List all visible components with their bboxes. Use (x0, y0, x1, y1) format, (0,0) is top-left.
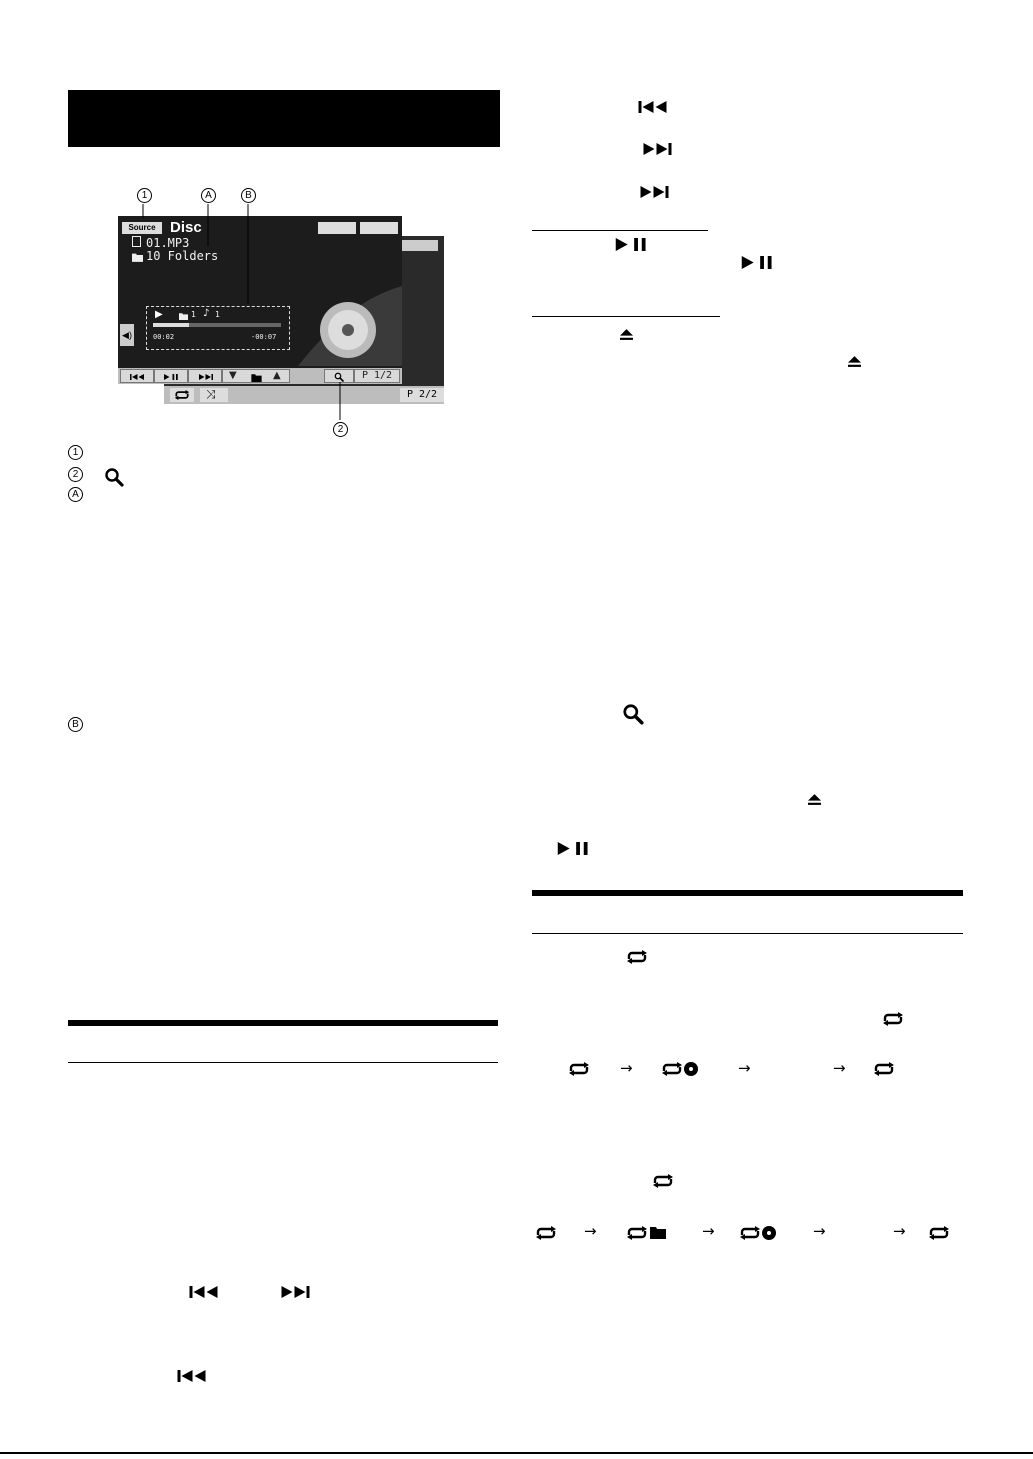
repeat-section-subrule (532, 933, 963, 934)
play-status-icon: ▶ (155, 309, 163, 320)
sub-rule-eject (532, 316, 720, 317)
play-pause-icon (740, 256, 776, 269)
disc-icon (684, 1062, 698, 1076)
sequence-arrow: → (833, 1059, 846, 1077)
repeat-icon (660, 1062, 684, 1076)
page-indicator-front[interactable]: P 1/2 (354, 369, 400, 383)
legend-b: B (68, 717, 83, 732)
source-button[interactable]: Source (122, 222, 162, 234)
elapsed-time: 00:02 (153, 333, 175, 341)
repeat-icon (872, 1062, 896, 1076)
sequence-arrow: → (620, 1059, 633, 1077)
section-rule (68, 1020, 498, 1026)
volume-button[interactable]: ◀) (120, 324, 134, 346)
callout-b: B (241, 188, 256, 203)
page-indicator-back: P 2/2 (400, 388, 444, 402)
folder-up-icon: ▲ (273, 370, 281, 381)
page-bottom-rule (0, 1452, 1033, 1454)
note-icon: ♪ (203, 308, 210, 319)
sequence-arrow: → (893, 1222, 906, 1240)
folder-icon (650, 1225, 666, 1239)
callout-2: 2 (333, 422, 348, 437)
disc-icon (762, 1226, 776, 1240)
repeat-icon (625, 950, 649, 964)
section-title-bar (68, 90, 500, 147)
repeat-section-rule (532, 890, 963, 896)
search-icon (622, 703, 644, 725)
sequence-arrow: → (738, 1059, 751, 1077)
repeat-icon (625, 1226, 649, 1240)
skip-forward-icon (279, 1286, 310, 1298)
repeat-icon (881, 1012, 905, 1026)
skip-back-icon (177, 1370, 208, 1382)
folder-number: 1 (191, 310, 196, 319)
callout-lines (118, 186, 378, 436)
skip-back-icon (638, 101, 669, 113)
section-subrule (68, 1062, 498, 1063)
play-pause-icon (614, 238, 650, 251)
repeat-icon (927, 1226, 951, 1240)
skip-forward-icon (638, 186, 669, 198)
callout-1: 1 (137, 188, 152, 203)
sequence-arrow: → (813, 1222, 826, 1240)
skip-back-icon (189, 1286, 220, 1298)
folder-down-icon: ▼ (229, 370, 237, 381)
legend-a: A (68, 487, 83, 502)
sub-rule-play (532, 230, 708, 231)
callout-a: A (201, 188, 216, 203)
track-number: 1 (215, 310, 220, 319)
repeat-icon (651, 1174, 675, 1188)
eject-icon (848, 356, 861, 367)
search-icon (104, 467, 124, 487)
repeat-icon (534, 1226, 558, 1240)
legend-1: 1 (68, 445, 83, 460)
legend-2: 2 (68, 467, 83, 482)
skip-forward-icon (641, 143, 672, 155)
eject-icon (808, 794, 821, 805)
setup-button-back (398, 240, 438, 251)
repeat-icon (738, 1226, 762, 1240)
remaining-time: -00:07 (251, 333, 277, 341)
eject-icon (620, 329, 633, 340)
sequence-arrow: → (584, 1222, 597, 1240)
file-name: 01.MP3 (146, 236, 190, 250)
play-pause-icon (556, 842, 592, 855)
sequence-arrow: → (702, 1222, 715, 1240)
shuffle-icon: ⤨ (206, 387, 216, 401)
screen-title: Disc (170, 219, 202, 236)
repeat-icon (567, 1062, 591, 1076)
folder-count: 10 Folders (146, 249, 219, 263)
